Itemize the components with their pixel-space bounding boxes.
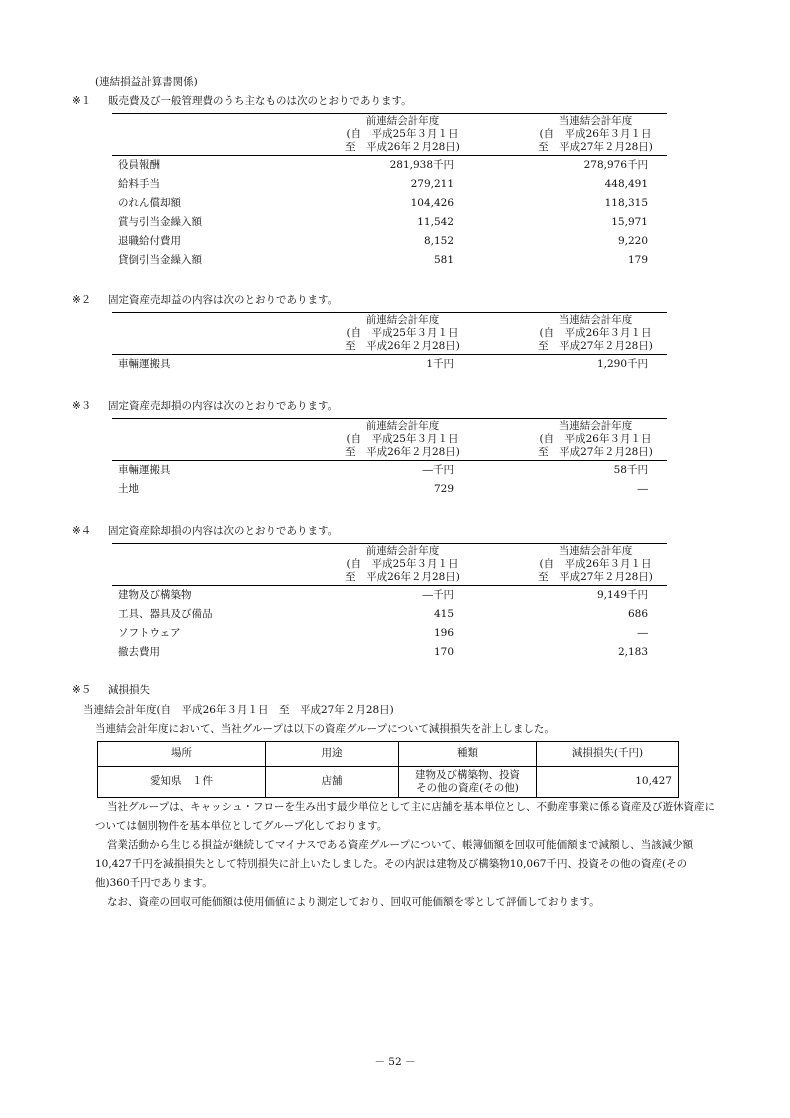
section-title-5: 減損損失 — [108, 684, 150, 696]
prev-period-from: (自 平成25年３月１日 — [346, 433, 459, 445]
prev-period-header — [335, 545, 470, 584]
curr-period-to: 至 平成27年２月28日) — [538, 446, 653, 458]
table-top-rule — [112, 113, 667, 114]
row-label: 工具、器具及び備品 — [118, 608, 213, 620]
curr-period-from: (自 平成26年３月１日 — [539, 327, 652, 339]
header-type: 種類 — [399, 742, 537, 767]
impairment-intro: 当連結会計年度において、当社グループは以下の資産グループについて減損損失を計上しました。 — [95, 723, 555, 735]
prev-period-from: (自 平成25年３月１日 — [346, 558, 459, 570]
row-curr-value: 118,315 — [604, 197, 648, 209]
curr-period-header — [528, 314, 663, 353]
header-loss: 減損損失(千円) — [537, 742, 679, 767]
paragraph-3: なお、資産の回収可能価額は使用価値により測定しており、回収可能価額を零として評価しております。 — [107, 896, 600, 908]
prev-period-to: 至 平成26年２月28日) — [345, 446, 460, 458]
row-prev-value: 8,152 — [423, 235, 454, 247]
row-prev-value: 581 — [433, 254, 454, 266]
curr-period-from: (自 平成26年３月１日 — [539, 433, 652, 445]
impairment-period: 当連結会計年度(自 平成26年３月１日 至 平成27年２月28日) — [83, 704, 394, 716]
row-curr-value: 278,976千円 — [583, 159, 648, 171]
row-curr-value: 448,491 — [604, 178, 648, 190]
cell-type — [399, 767, 537, 798]
row-prev-value: 170 — [433, 646, 454, 658]
table-header-rule — [112, 585, 667, 586]
section-title-2: 固定資産売却益の内容は次のとおりであります。 — [108, 294, 339, 306]
section-mark-5: ※５ — [72, 684, 92, 696]
row-curr-value: ― — [637, 483, 648, 495]
row-prev-value: 104,426 — [410, 197, 454, 209]
paragraph-2: 営業活動から生じる損益が継続してマイナスである資産グループについて、帳簿価額を回収可能価額まで減額し、当該減少額10,427千円を減損損失として特別損失に計上いたしました。その内訳は建物及び構築物10,067千円、投資その他の資産(その他)360千円であります。 — [95, 839, 694, 889]
curr-period-header — [528, 545, 663, 584]
curr-period-from: (自 平成26年３月１日 — [539, 128, 652, 140]
cell-place: 愛知県 １件 — [98, 767, 266, 798]
row-prev-value: 11,542 — [417, 216, 454, 228]
prev-period-label: 前連結会計年度 — [365, 420, 440, 432]
row-label: 土地 — [118, 483, 139, 495]
prev-period-from: (自 平成25年３月１日 — [346, 128, 459, 140]
row-prev-value: 1千円 — [426, 358, 454, 370]
row-prev-value: 196 — [433, 627, 454, 639]
header-place: 場所 — [98, 742, 266, 767]
prev-period-label: 前連結会計年度 — [365, 314, 440, 326]
curr-period-label: 当連結会計年度 — [558, 420, 633, 432]
row-prev-value: 281,938千円 — [389, 159, 454, 171]
row-curr-value: 58千円 — [613, 464, 648, 476]
curr-period-label: 当連結会計年度 — [558, 545, 633, 557]
section-mark-4: ※４ — [72, 525, 92, 537]
table-header-rule — [112, 155, 667, 156]
row-label: 車輛運搬具 — [118, 464, 171, 476]
row-curr-value: 686 — [627, 608, 648, 620]
row-curr-value: 1,290千円 — [596, 358, 648, 370]
row-prev-value: ―千円 — [422, 464, 454, 476]
row-prev-value: 729 — [433, 483, 454, 495]
row-label: ソフトウェア — [118, 627, 181, 639]
table-top-rule — [112, 312, 667, 313]
row-label: 給料手当 — [118, 178, 160, 190]
row-label: 賞与引当金繰入額 — [118, 216, 202, 228]
section-heading: (連結損益計算書関係) — [95, 76, 198, 88]
impairment-table-header — [98, 742, 679, 767]
section-title-4: 固定資産除却損の内容は次のとおりであります。 — [108, 525, 339, 537]
cell-type-line1: 建物及び構築物、投資 — [415, 769, 520, 781]
prev-period-header — [335, 420, 470, 459]
cell-use: 店舗 — [266, 767, 399, 798]
header-use: 用途 — [266, 742, 399, 767]
row-curr-value: 179 — [627, 254, 648, 266]
prev-period-label: 前連結会計年度 — [365, 545, 440, 557]
prev-period-to: 至 平成26年２月28日) — [345, 571, 460, 583]
cell-type-line2: その他の資産(その他) — [416, 782, 519, 794]
impairment-table — [97, 741, 679, 798]
curr-period-label: 当連結会計年度 — [558, 115, 633, 127]
row-curr-value: 9,220 — [617, 235, 648, 247]
row-label: のれん償却額 — [118, 197, 181, 209]
row-curr-value: ― — [637, 627, 648, 639]
row-label: 退職給付費用 — [118, 235, 181, 247]
paragraph-1: 当社グループは、キャッシュ・フローを生み出す最少単位として主に店舗を基本単位とし、不動産事業に係る資産及び遊休資産については個別物件を基本単位としてグループ化しております。 — [95, 801, 715, 832]
row-label: 建物及び構築物 — [118, 589, 192, 601]
section-title-1: 販売費及び一般管理費のうち主なものは次のとおりであります。 — [108, 95, 412, 107]
section-mark-3: ※３ — [72, 400, 92, 412]
curr-period-header — [528, 420, 663, 459]
table-header-rule — [112, 460, 667, 461]
prev-period-from: (自 平成25年３月１日 — [346, 327, 459, 339]
curr-period-to: 至 平成27年２月28日) — [538, 340, 653, 352]
row-label: 撤去費用 — [118, 646, 160, 658]
curr-period-label: 当連結会計年度 — [558, 314, 633, 326]
prev-period-to: 至 平成26年２月28日) — [345, 340, 460, 352]
row-label: 車輛運搬具 — [118, 358, 171, 370]
row-prev-value: 415 — [433, 608, 454, 620]
section-mark-2: ※２ — [72, 294, 92, 306]
curr-period-to: 至 平成27年２月28日) — [538, 571, 653, 583]
curr-period-from: (自 平成26年３月１日 — [539, 558, 652, 570]
impairment-table-row — [98, 767, 679, 798]
cell-loss: 10,427 — [537, 767, 679, 798]
page-number: － 52 － — [374, 1056, 416, 1068]
row-prev-value: 279,211 — [410, 178, 454, 190]
prev-period-header — [335, 314, 470, 353]
row-prev-value: ―千円 — [422, 589, 454, 601]
row-label: 貸倒引当金繰入額 — [118, 254, 202, 266]
curr-period-to: 至 平成27年２月28日) — [538, 141, 653, 153]
row-curr-value: 9,149千円 — [596, 589, 648, 601]
section-mark-1: ※１ — [72, 95, 92, 107]
table-top-rule — [112, 418, 667, 419]
row-label: 役員報酬 — [118, 159, 160, 171]
table-top-rule — [112, 543, 667, 544]
table-header-rule — [112, 354, 667, 355]
prev-period-label: 前連結会計年度 — [365, 115, 440, 127]
curr-period-header — [528, 115, 663, 154]
row-curr-value: 15,971 — [611, 216, 648, 228]
prev-period-header — [335, 115, 470, 154]
row-curr-value: 2,183 — [617, 646, 648, 658]
section-title-3: 固定資産売却損の内容は次のとおりであります。 — [108, 400, 339, 412]
prev-period-to: 至 平成26年２月28日) — [345, 141, 460, 153]
